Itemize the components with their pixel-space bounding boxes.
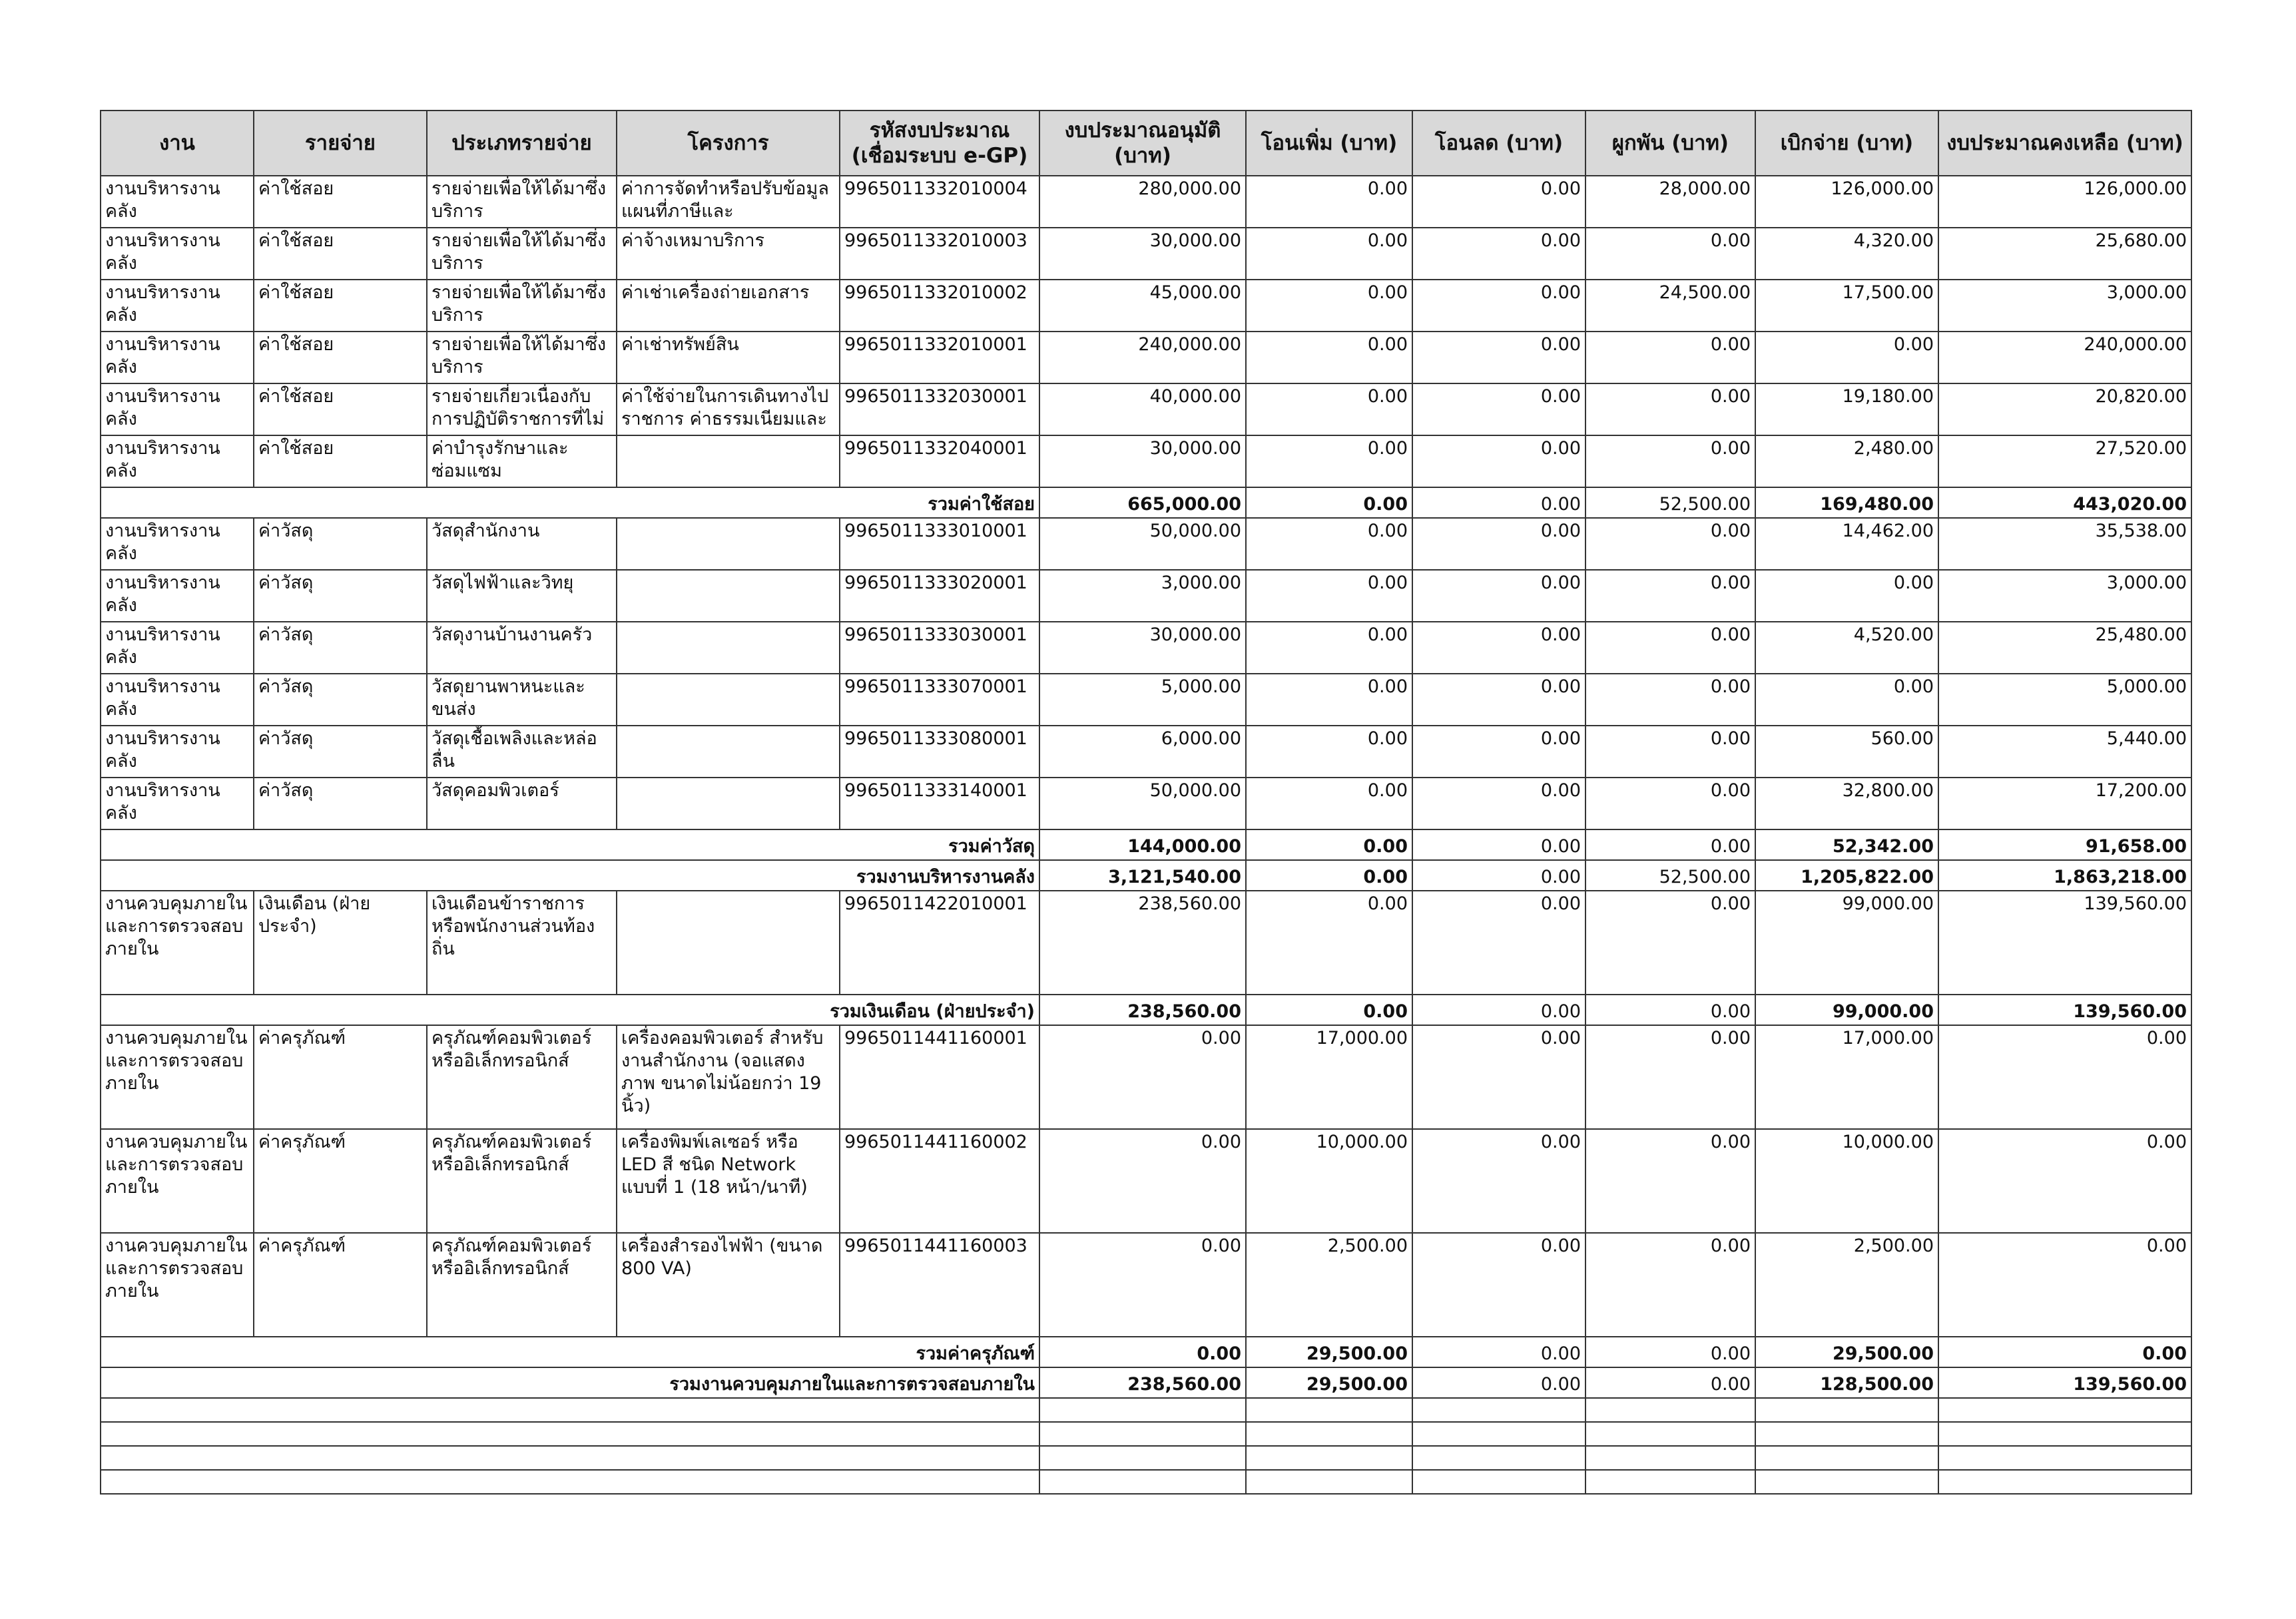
cell-approved: 30,000.00 [1039,435,1246,487]
cell-remain: 25,480.00 [1938,622,2191,674]
cell-add: 0.00 [1246,518,1412,570]
empty-cell [1246,1398,1412,1422]
budget-table [100,110,2192,1495]
cell-approved: 0.00 [1039,1129,1246,1233]
cell-reduce: 0.00 [1412,726,1585,778]
subtotal-remain: 1,863,218.00 [1938,860,2191,891]
cell-paid: 0.00 [1755,570,1938,622]
cell-add: 0.00 [1246,726,1412,778]
cell-add: 0.00 [1246,280,1412,332]
table-row [101,622,2191,674]
cell-reduce: 0.00 [1412,280,1585,332]
cell-paid: 32,800.00 [1755,778,1938,829]
empty-row [101,1470,2191,1494]
empty-cell [101,1398,1039,1422]
cell-code: 9965011441160003 [840,1233,1039,1337]
subtotal-add: 0.00 [1246,995,1412,1025]
empty-cell [1585,1470,1755,1494]
subtotal-approved: 665,000.00 [1039,487,1246,518]
cell-work: งานบริหารงานคลัง [101,778,254,829]
subtotal-paid: 29,500.00 [1755,1337,1938,1367]
empty-row [101,1398,2191,1422]
cell-project: ค่าเช่าทรัพย์สิน [617,332,840,383]
cell-add: 17,000.00 [1246,1025,1412,1129]
empty-cell [1039,1470,1246,1494]
cell-remain: 5,000.00 [1938,674,2191,726]
cell-remain: 17,200.00 [1938,778,2191,829]
cell-type: ครุภัณฑ์คอมพิวเตอร์หรืออิเล็กทรอนิกส์ [427,1129,617,1233]
cell-expense: ค่าวัสดุ [254,518,427,570]
cell-code: 9965011333070001 [840,674,1039,726]
subtotal-label: รวมค่าใช้สอย [101,487,1039,518]
cell-reduce: 0.00 [1412,383,1585,435]
cell-work: งานบริหารงานคลัง [101,435,254,487]
empty-cell [101,1446,1039,1470]
subtotal-label: รวมงานควบคุมภายในและการตรวจสอบภายใน [101,1367,1039,1398]
subtotal-row [101,487,2191,518]
cell-type: รายจ่ายเพื่อให้ได้มาซึ่งบริการ [427,228,617,280]
cell-reduce: 0.00 [1412,435,1585,487]
subtotal-paid: 1,205,822.00 [1755,860,1938,891]
cell-add: 0.00 [1246,622,1412,674]
cell-work: งานบริหารงานคลัง [101,570,254,622]
subtotal-label: รวมงานบริหารงานคลัง [101,860,1039,891]
cell-approved: 50,000.00 [1039,778,1246,829]
cell-expense: เงินเดือน (ฝ่ายประจำ) [254,891,427,995]
subtotal-remain: 139,560.00 [1938,995,2191,1025]
empty-cell [1585,1446,1755,1470]
header-expense: รายจ่าย [254,111,427,176]
subtotal-row [101,1367,2191,1398]
empty-cell [1039,1422,1246,1446]
cell-expense: ค่าใช้สอย [254,280,427,332]
table-row [101,518,2191,570]
cell-remain: 35,538.00 [1938,518,2191,570]
empty-cell [1412,1470,1585,1494]
cell-remain: 0.00 [1938,1129,2191,1233]
cell-commit: 0.00 [1585,1129,1755,1233]
budget-report-sheet [100,110,2191,1495]
cell-expense: ค่าใช้สอย [254,435,427,487]
cell-remain: 0.00 [1938,1025,2191,1129]
cell-paid: 0.00 [1755,674,1938,726]
cell-paid: 17,500.00 [1755,280,1938,332]
cell-type: วัสดุคอมพิวเตอร์ [427,778,617,829]
header-add: โอนเพิ่ม (บาท) [1246,111,1412,176]
cell-reduce: 0.00 [1412,891,1585,995]
cell-add: 0.00 [1246,570,1412,622]
cell-commit: 0.00 [1585,726,1755,778]
cell-work: งานควบคุมภายในและการตรวจสอบภายใน [101,1233,254,1337]
cell-code: 9965011332010003 [840,228,1039,280]
cell-remain: 139,560.00 [1938,891,2191,995]
subtotal-approved: 3,121,540.00 [1039,860,1246,891]
cell-commit: 28,000.00 [1585,176,1755,228]
table-row [101,280,2191,332]
table-row [101,176,2191,228]
empty-cell [1938,1398,2191,1422]
cell-commit: 0.00 [1585,891,1755,995]
subtotal-row [101,1337,2191,1367]
cell-approved: 0.00 [1039,1025,1246,1129]
cell-type: วัสดุไฟฟ้าและวิทยุ [427,570,617,622]
subtotal-commit: 52,500.00 [1585,487,1755,518]
table-row [101,726,2191,778]
cell-type: รายจ่ายเพื่อให้ได้มาซึ่งบริการ [427,280,617,332]
subtotal-row [101,860,2191,891]
cell-reduce: 0.00 [1412,518,1585,570]
cell-expense: ค่าวัสดุ [254,570,427,622]
subtotal-add: 29,500.00 [1246,1367,1412,1398]
header-paid: เบิกจ่าย (บาท) [1755,111,1938,176]
empty-cell [1412,1446,1585,1470]
subtotal-paid: 99,000.00 [1755,995,1938,1025]
cell-expense: ค่าใช้สอย [254,383,427,435]
cell-expense: ค่าครุภัณฑ์ [254,1129,427,1233]
cell-type: วัสดุยานพาหนะและขนส่ง [427,674,617,726]
cell-work: งานบริหารงานคลัง [101,622,254,674]
empty-cell [101,1422,1039,1446]
cell-expense: ค่าวัสดุ [254,674,427,726]
cell-project: เครื่องสำรองไฟฟ้า (ขนาด 800 VA) [617,1233,840,1337]
empty-cell [1755,1398,1938,1422]
cell-code: 9965011332040001 [840,435,1039,487]
subtotal-add: 29,500.00 [1246,1337,1412,1367]
cell-approved: 5,000.00 [1039,674,1246,726]
cell-commit: 0.00 [1585,228,1755,280]
table-row [101,891,2191,995]
cell-project [617,726,840,778]
cell-code: 9965011333030001 [840,622,1039,674]
table-row [101,228,2191,280]
cell-reduce: 0.00 [1412,176,1585,228]
cell-approved: 45,000.00 [1039,280,1246,332]
cell-type: วัสดุสำนักงาน [427,518,617,570]
empty-cell [1585,1398,1755,1422]
table-row [101,570,2191,622]
cell-expense: ค่าวัสดุ [254,622,427,674]
cell-reduce: 0.00 [1412,1233,1585,1337]
cell-add: 2,500.00 [1246,1233,1412,1337]
cell-remain: 126,000.00 [1938,176,2191,228]
cell-add: 0.00 [1246,383,1412,435]
cell-work: งานบริหารงานคลัง [101,383,254,435]
cell-paid: 99,000.00 [1755,891,1938,995]
cell-code: 9965011333010001 [840,518,1039,570]
subtotal-commit: 0.00 [1585,995,1755,1025]
empty-cell [1755,1470,1938,1494]
cell-code: 9965011332030001 [840,383,1039,435]
subtotal-remain: 139,560.00 [1938,1367,2191,1398]
cell-commit: 0.00 [1585,518,1755,570]
cell-paid: 10,000.00 [1755,1129,1938,1233]
cell-type: รายจ่ายเกี่ยวเนื่องกับการปฏิบัติราชการที่ไม่ [427,383,617,435]
cell-add: 0.00 [1246,674,1412,726]
table-row [101,332,2191,383]
table-row [101,778,2191,829]
cell-remain: 27,520.00 [1938,435,2191,487]
cell-type: รายจ่ายเพื่อให้ได้มาซึ่งบริการ [427,176,617,228]
cell-project [617,622,840,674]
header-project: โครงการ [617,111,840,176]
cell-code: 9965011441160002 [840,1129,1039,1233]
cell-expense: ค่าวัสดุ [254,778,427,829]
cell-project: เครื่องพิมพ์เลเซอร์ หรือ LED สี ชนิด Network แบบที่ 1 (18 หน้า/นาที) [617,1129,840,1233]
cell-reduce: 0.00 [1412,622,1585,674]
cell-commit: 0.00 [1585,435,1755,487]
cell-commit: 0.00 [1585,674,1755,726]
cell-paid: 14,462.00 [1755,518,1938,570]
cell-code: 9965011333080001 [840,726,1039,778]
cell-commit: 0.00 [1585,332,1755,383]
table-row [101,1233,2191,1337]
subtotal-row [101,829,2191,860]
cell-reduce: 0.00 [1412,228,1585,280]
cell-code: 9965011332010004 [840,176,1039,228]
cell-work: งานบริหารงานคลัง [101,280,254,332]
cell-approved: 280,000.00 [1039,176,1246,228]
cell-work: งานบริหารงานคลัง [101,228,254,280]
cell-work: งานบริหารงานคลัง [101,332,254,383]
subtotal-commit: 0.00 [1585,1337,1755,1367]
cell-remain: 20,820.00 [1938,383,2191,435]
cell-type: เงินเดือนข้าราชการหรือพนักงานส่วนท้องถิ่น [427,891,617,995]
empty-cell [1039,1398,1246,1422]
cell-approved: 0.00 [1039,1233,1246,1337]
header-work: งาน [101,111,254,176]
empty-cell [1938,1446,2191,1470]
cell-commit: 0.00 [1585,383,1755,435]
cell-type: ครุภัณฑ์คอมพิวเตอร์หรืออิเล็กทรอนิกส์ [427,1233,617,1337]
table-row [101,674,2191,726]
cell-code: 9965011333020001 [840,570,1039,622]
empty-cell [1412,1398,1585,1422]
cell-paid: 4,320.00 [1755,228,1938,280]
empty-row [101,1446,2191,1470]
subtotal-commit: 0.00 [1585,1367,1755,1398]
cell-type: ค่าบำรุงรักษาและซ่อมแซม [427,435,617,487]
cell-code: 9965011332010002 [840,280,1039,332]
cell-project: ค่าการจัดทำหรือปรับข้อมูลแผนที่ภาษีและ [617,176,840,228]
cell-add: 0.00 [1246,891,1412,995]
cell-add: 10,000.00 [1246,1129,1412,1233]
empty-cell [1246,1446,1412,1470]
cell-remain: 3,000.00 [1938,570,2191,622]
cell-paid: 2,500.00 [1755,1233,1938,1337]
subtotal-reduce: 0.00 [1412,829,1585,860]
cell-paid: 0.00 [1755,332,1938,383]
empty-cell [101,1470,1039,1494]
header-row [101,111,2191,176]
cell-work: งานควบคุมภายในและการตรวจสอบภายใน [101,1025,254,1129]
cell-commit: 0.00 [1585,1233,1755,1337]
subtotal-paid: 52,342.00 [1755,829,1938,860]
cell-code: 9965011332010001 [840,332,1039,383]
cell-project [617,570,840,622]
cell-add: 0.00 [1246,176,1412,228]
subtotal-reduce: 0.00 [1412,995,1585,1025]
cell-project [617,435,840,487]
cell-approved: 3,000.00 [1039,570,1246,622]
subtotal-add: 0.00 [1246,487,1412,518]
cell-remain: 0.00 [1938,1233,2191,1337]
cell-project [617,891,840,995]
empty-cell [1039,1446,1246,1470]
subtotal-paid: 169,480.00 [1755,487,1938,518]
cell-commit: 0.00 [1585,622,1755,674]
cell-work: งานบริหารงานคลัง [101,726,254,778]
cell-remain: 25,680.00 [1938,228,2191,280]
empty-row [101,1422,2191,1446]
cell-expense: ค่าใช้สอย [254,176,427,228]
empty-cell [1938,1422,2191,1446]
cell-paid: 560.00 [1755,726,1938,778]
subtotal-commit: 0.00 [1585,829,1755,860]
cell-paid: 126,000.00 [1755,176,1938,228]
subtotal-approved: 144,000.00 [1039,829,1246,860]
cell-reduce: 0.00 [1412,570,1585,622]
empty-cell [1755,1446,1938,1470]
cell-project [617,518,840,570]
subtotal-reduce: 0.00 [1412,860,1585,891]
cell-paid: 17,000.00 [1755,1025,1938,1129]
cell-add: 0.00 [1246,332,1412,383]
subtotal-reduce: 0.00 [1412,1367,1585,1398]
empty-cell [1246,1422,1412,1446]
cell-commit: 0.00 [1585,1025,1755,1129]
subtotal-approved: 0.00 [1039,1337,1246,1367]
empty-cell [1412,1422,1585,1446]
table-row [101,383,2191,435]
cell-work: งานบริหารงานคลัง [101,518,254,570]
subtotal-approved: 238,560.00 [1039,995,1246,1025]
subtotal-commit: 52,500.00 [1585,860,1755,891]
header-code: รหัสงบประมาณ (เชื่อมระบบ e-GP) [840,111,1039,176]
subtotal-row [101,995,2191,1025]
cell-code: 9965011422010001 [840,891,1039,995]
subtotal-add: 0.00 [1246,860,1412,891]
cell-expense: ค่าครุภัณฑ์ [254,1233,427,1337]
cell-commit: 24,500.00 [1585,280,1755,332]
cell-paid: 4,520.00 [1755,622,1938,674]
cell-work: งานควบคุมภายในและการตรวจสอบภายใน [101,1129,254,1233]
cell-remain: 5,440.00 [1938,726,2191,778]
cell-add: 0.00 [1246,228,1412,280]
cell-expense: ค่าวัสดุ [254,726,427,778]
cell-approved: 6,000.00 [1039,726,1246,778]
cell-project: เครื่องคอมพิวเตอร์ สำหรับงานสำนักงาน (จอแสดงภาพ ขนาดไม่น้อยกว่า 19 นิ้ว) [617,1025,840,1129]
cell-type: รายจ่ายเพื่อให้ได้มาซึ่งบริการ [427,332,617,383]
subtotal-reduce: 0.00 [1412,1337,1585,1367]
cell-commit: 0.00 [1585,778,1755,829]
cell-paid: 19,180.00 [1755,383,1938,435]
cell-remain: 3,000.00 [1938,280,2191,332]
table-row [101,435,2191,487]
header-commit: ผูกพัน (บาท) [1585,111,1755,176]
cell-code: 9965011441160001 [840,1025,1039,1129]
cell-paid: 2,480.00 [1755,435,1938,487]
cell-reduce: 0.00 [1412,674,1585,726]
cell-approved: 240,000.00 [1039,332,1246,383]
subtotal-approved: 238,560.00 [1039,1367,1246,1398]
header-approved: งบประมาณอนุมัติ (บาท) [1039,111,1246,176]
header-remain: งบประมาณคงเหลือ (บาท) [1938,111,2191,176]
cell-project: ค่าใช้จ่ายในการเดินทางไปราชการ ค่าธรรมเนียมและ [617,383,840,435]
empty-cell [1246,1470,1412,1494]
subtotal-paid: 128,500.00 [1755,1367,1938,1398]
cell-approved: 30,000.00 [1039,228,1246,280]
empty-cell [1585,1422,1755,1446]
cell-approved: 238,560.00 [1039,891,1246,995]
cell-add: 0.00 [1246,435,1412,487]
cell-remain: 240,000.00 [1938,332,2191,383]
cell-project [617,674,840,726]
cell-approved: 50,000.00 [1039,518,1246,570]
cell-type: ครุภัณฑ์คอมพิวเตอร์หรืออิเล็กทรอนิกส์ [427,1025,617,1129]
cell-reduce: 0.00 [1412,1129,1585,1233]
empty-cell [1755,1422,1938,1446]
cell-reduce: 0.00 [1412,778,1585,829]
header-reduce: โอนลด (บาท) [1412,111,1585,176]
table-row [101,1025,2191,1129]
subtotal-label: รวมค่าครุภัณฑ์ [101,1337,1039,1367]
cell-work: งานบริหารงานคลัง [101,674,254,726]
cell-commit: 0.00 [1585,570,1755,622]
table-row [101,1129,2191,1233]
subtotal-label: รวมค่าวัสดุ [101,829,1039,860]
cell-project: ค่าเช่าเครื่องถ่ายเอกสาร [617,280,840,332]
subtotal-remain: 443,020.00 [1938,487,2191,518]
cell-approved: 30,000.00 [1039,622,1246,674]
cell-approved: 40,000.00 [1039,383,1246,435]
cell-type: วัสดุงานบ้านงานครัว [427,622,617,674]
cell-project [617,778,840,829]
subtotal-remain: 91,658.00 [1938,829,2191,860]
cell-work: งานควบคุมภายในและการตรวจสอบภายใน [101,891,254,995]
cell-code: 9965011333140001 [840,778,1039,829]
cell-type: วัสดุเชื้อเพลิงและหล่อลื่น [427,726,617,778]
cell-work: งานบริหารงานคลัง [101,176,254,228]
cell-add: 0.00 [1246,778,1412,829]
cell-reduce: 0.00 [1412,1025,1585,1129]
header-type: ประเภทรายจ่าย [427,111,617,176]
empty-cell [1938,1470,2191,1494]
subtotal-label: รวมเงินเดือน (ฝ่ายประจำ) [101,995,1039,1025]
cell-project: ค่าจ้างเหมาบริการ [617,228,840,280]
cell-reduce: 0.00 [1412,332,1585,383]
subtotal-remain: 0.00 [1938,1337,2191,1367]
cell-expense: ค่าใช้สอย [254,332,427,383]
cell-expense: ค่าครุภัณฑ์ [254,1025,427,1129]
subtotal-reduce: 0.00 [1412,487,1585,518]
subtotal-add: 0.00 [1246,829,1412,860]
cell-expense: ค่าใช้สอย [254,228,427,280]
